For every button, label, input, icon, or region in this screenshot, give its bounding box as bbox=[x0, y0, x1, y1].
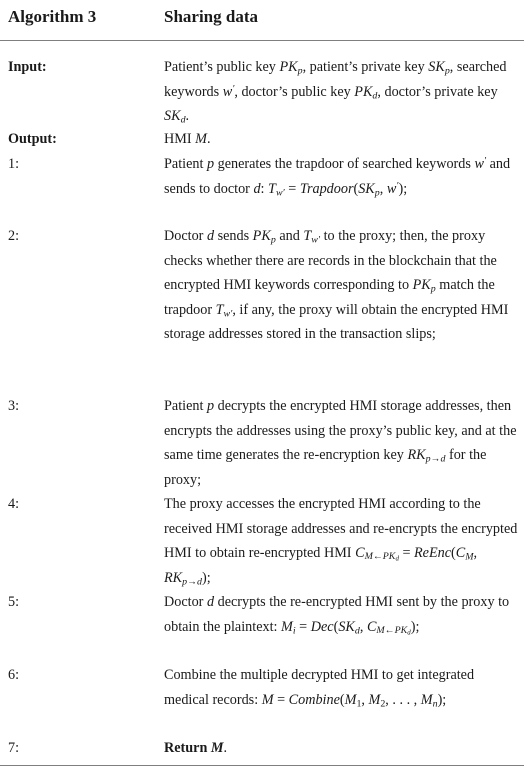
step-number: 3: bbox=[8, 398, 20, 414]
top-rule bbox=[0, 40, 524, 41]
step-text: Return M. bbox=[164, 740, 228, 756]
step-number: 2: bbox=[8, 228, 20, 244]
step-text: The proxy accesses the encrypted HMI according to the received HMI storage addresses and re-encrypts the encrypted HMI to obtain re-encrypted HMI $C_{M\leftarrow PK_d}$ = $ReEnc(C_M$, $RK_{p\to d}$); bbox=[164, 496, 518, 587]
step-number: 4: bbox=[8, 496, 20, 512]
step-text: Patient p decrypts the encrypted HMI storage addresses, then encrypts the addresses using the proxy’s public key, and at the same time generates the re-encryption key $RK_{p\to d}$ for the proxy; bbox=[164, 398, 517, 488]
step-text: Combine the multiple decrypted HMI to get integrated medical records: $M = Combine(M_1$, $M_2$, . . . , $M_n$); bbox=[164, 667, 475, 709]
output-text: HMI M. bbox=[164, 131, 211, 147]
step-number: 6: bbox=[8, 667, 20, 683]
algorithm-title: Sharing data bbox=[164, 7, 258, 26]
input-text: Patient’s public key $PK_p$, patient’s private key $SK_p$, searched keywords w′, doctor’s public key $PK_d$, doctor’s private key $SK_d$. bbox=[164, 59, 507, 126]
algorithm-label: Algorithm 3 bbox=[8, 7, 97, 26]
step-number: 1: bbox=[8, 156, 20, 172]
step-text: Doctor d sends $PK_p$ and $T_{w'}$ to the proxy; then, the proxy checks whether there are records in the blockchain that the encrypted HMI keywords corresponding to $PK_p$ match the trapdoor $T_{w'}$, if any, the proxy will obtain the encrypted HMI storage addresses stored in the transaction slips; bbox=[164, 228, 509, 342]
input-label: Input: bbox=[8, 59, 47, 75]
bottom-rule bbox=[0, 765, 524, 766]
step-number: 7: bbox=[8, 740, 20, 756]
output-label: Output: bbox=[8, 131, 57, 147]
step-number: 5: bbox=[8, 594, 20, 610]
step-text: Doctor d decrypts the re-encrypted HMI sent by the proxy to obtain the plaintext: $M_i = Dec(SK_d$, $C_{M\leftarrow PK_d}$); bbox=[164, 594, 510, 637]
step-text: Patient p generates the trapdoor of searched keywords w′ and sends to doctor d: $T_{w'}$ = $Trapdoor(SK_p$, w′); bbox=[164, 155, 511, 198]
